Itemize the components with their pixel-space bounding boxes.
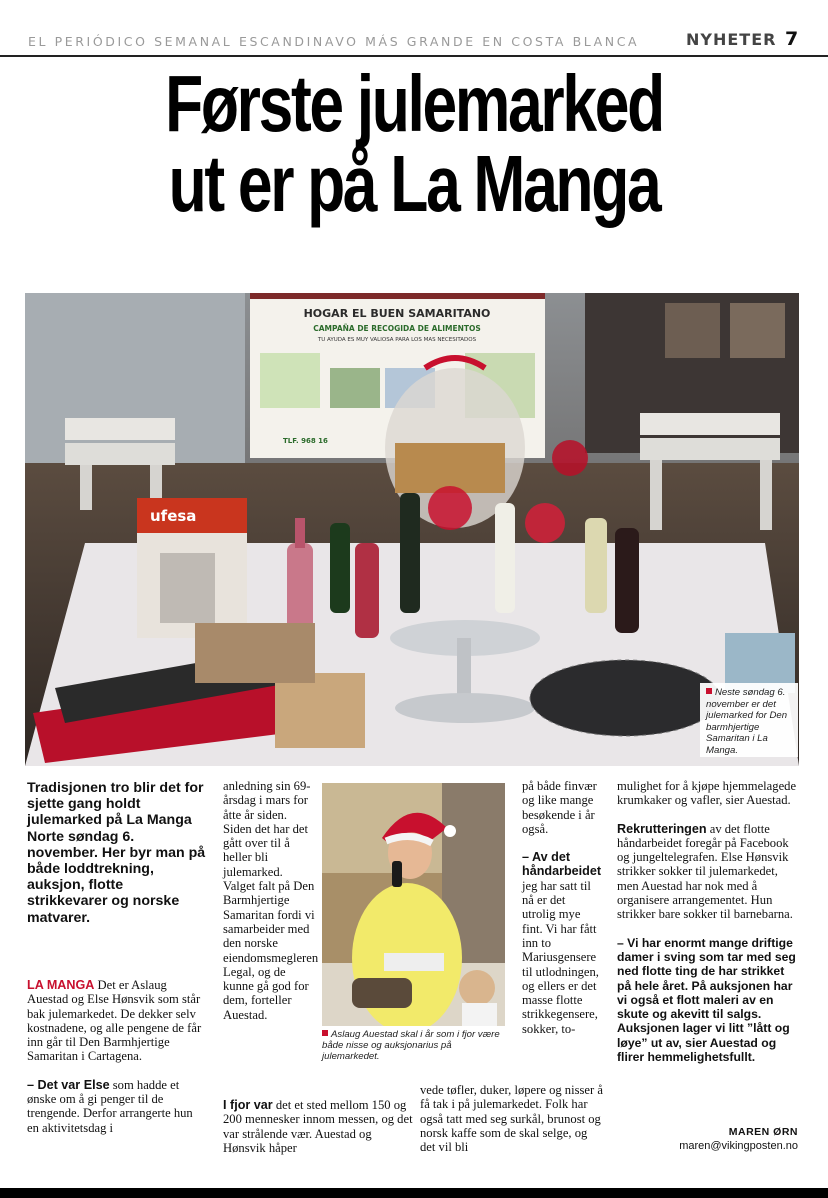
- photo-caption-text: Neste søndag 6. november er det julemarked for Den barmhjertige Samaritan i La Manga.: [706, 687, 788, 756]
- headline-line-1: Første julemarked: [165, 59, 663, 148]
- caption-marker: [706, 688, 712, 694]
- paragraph-3-text: det et sted mellom 150 og 200 mennesker innom messen, og det var strålende vær. Auestad og Hønsvik håper: [223, 1098, 413, 1155]
- inset-photo: [322, 783, 505, 1026]
- section-label: NYHETER: [686, 30, 777, 49]
- main-photo: [25, 293, 799, 766]
- paragraph-5-text: av det flotte håndarbeidet foregår på Facebook og jungeltelegrafen. Else Hønsvik strikker sokker til julemarkedet, men Auestad har nok med å organisere arrangementet. Hun strikker bare sokker til barnebarna.: [617, 821, 793, 922]
- banner-line: TU AYUDA ES MUY VALIOSA PARA LOS MAS NECESITADOS: [317, 337, 477, 343]
- market-table-illustration: [25, 293, 799, 766]
- paragraph-2: [27, 1078, 207, 1135]
- paragraph-5: [617, 822, 799, 922]
- banner-title: HOGAR EL BUEN SAMARITANO: [303, 307, 491, 320]
- column-2-text: anledning sin 69-årsdag i mars for åtte år siden. Siden det har det gått over til å heller bli julemarked. Valget falt på Den Barmhjertige Samaritan fordi vi samarbeider med den norske eiendomsmegleren Legal, og de kunne gå god for dem, forteller Auestad.: [223, 779, 319, 1022]
- paragraph-4-text: jeg har satt til nå er det utrolig mye fint. Vi har fått inn to Mariusgensere til utlodningen, og ellers er det masse flotte strikkegensere, sokker, to-: [522, 878, 599, 1036]
- page-number: 7: [785, 28, 799, 50]
- paragraph-3-lead: I fjor var: [223, 1098, 273, 1112]
- banner-subtitle: CAMPAÑA DE RECOGIDA DE ALIMENTOS: [313, 324, 481, 333]
- headline-line-2: ut er på La Manga: [168, 139, 660, 228]
- column-2-bottom: [223, 1098, 413, 1155]
- paragraph-2-text: som hadde et ønske om å gi penger til de trengende. Derfor arrangerte hun en aktivitetsdag i: [27, 1077, 193, 1135]
- running-title: EL PERIÓDICO SEMANAL ESCANDINAVO MÁS GRANDE EN COSTA BLANCA: [28, 34, 640, 49]
- bottom-bar: [0, 1188, 828, 1198]
- column-3-text: på både finvær og like mange besøkende i år også.: [522, 779, 597, 836]
- column-4: [617, 779, 799, 1064]
- author-email[interactable]: maren@vikingposten.no: [679, 1140, 798, 1152]
- paragraph-4-continued: vede tøfler, duker, løpere og nisser å få tak i på julemarkedet. Folk har også tatt med seg surkål, brunost og norsk kaffe som de skal selge, og det vil bli: [420, 1083, 603, 1155]
- inset-caption-marker: [322, 1030, 328, 1036]
- inset-caption: [322, 1029, 507, 1063]
- banner-phone: TLF. 968 16: [283, 437, 328, 445]
- column-1: [27, 978, 207, 1135]
- column-3-bottom: [420, 1083, 605, 1154]
- byline: MAREN ØRN: [728, 1126, 798, 1138]
- dateline: LA MANGA: [27, 978, 95, 992]
- headline: [102, 59, 726, 228]
- article-lead: Tradisjonen tro blir det for sjette gang holdt julemarked på La Manga Norte søndag 6. november. Her byr man på både loddtrekning, auksjon, flotte strikkevarer og norske matvarer.: [27, 780, 206, 926]
- photo-caption-box: [700, 683, 798, 757]
- box-brand: ufesa: [150, 507, 197, 525]
- paragraph-4-lead: – Av det håndarbeidet: [522, 850, 602, 879]
- column-2: [223, 779, 319, 1022]
- paragraph-1-text: Det er Aslaug Auestad og Else Hønsvik som står bak julemarkedet. De dekker selv kostnadene, og alle pengene de får inn går til Den Barmhjertige Samaritan i Cartagena.: [27, 978, 202, 1064]
- speaker-illustration: [322, 783, 505, 1026]
- photo-caption: [700, 683, 798, 760]
- header-rule: [0, 55, 828, 57]
- inset-caption-text: Aslaug Auestad skal i år som i fjor være både nisse og auksjonarius på julemarkedet.: [322, 1029, 500, 1063]
- column-4-text: mulighet for å kjøpe hjemmelagede krumkaker og vafler, sier Auestad.: [617, 779, 797, 808]
- paragraph-5-lead: Rekrutteringen: [617, 821, 707, 836]
- paragraph-4: [522, 850, 602, 1036]
- paragraph-1: [27, 978, 207, 1064]
- quote-paragraph: – Vi har enormt mange driftige damer i sving som tar med seg ned flotte ting de har strikket på hele året. På auksjonen har vi også et flott maleri av en skute og akevitt til salgs. Auksjonen lager vi litt ”lått og løye” ut av, sier Auestad og flirer hemmelighetsfullt.: [617, 935, 796, 1065]
- paragraph-2-lead: – Det var Else: [27, 1077, 110, 1092]
- column-3: [522, 779, 602, 1036]
- paragraph-3: [223, 1098, 413, 1155]
